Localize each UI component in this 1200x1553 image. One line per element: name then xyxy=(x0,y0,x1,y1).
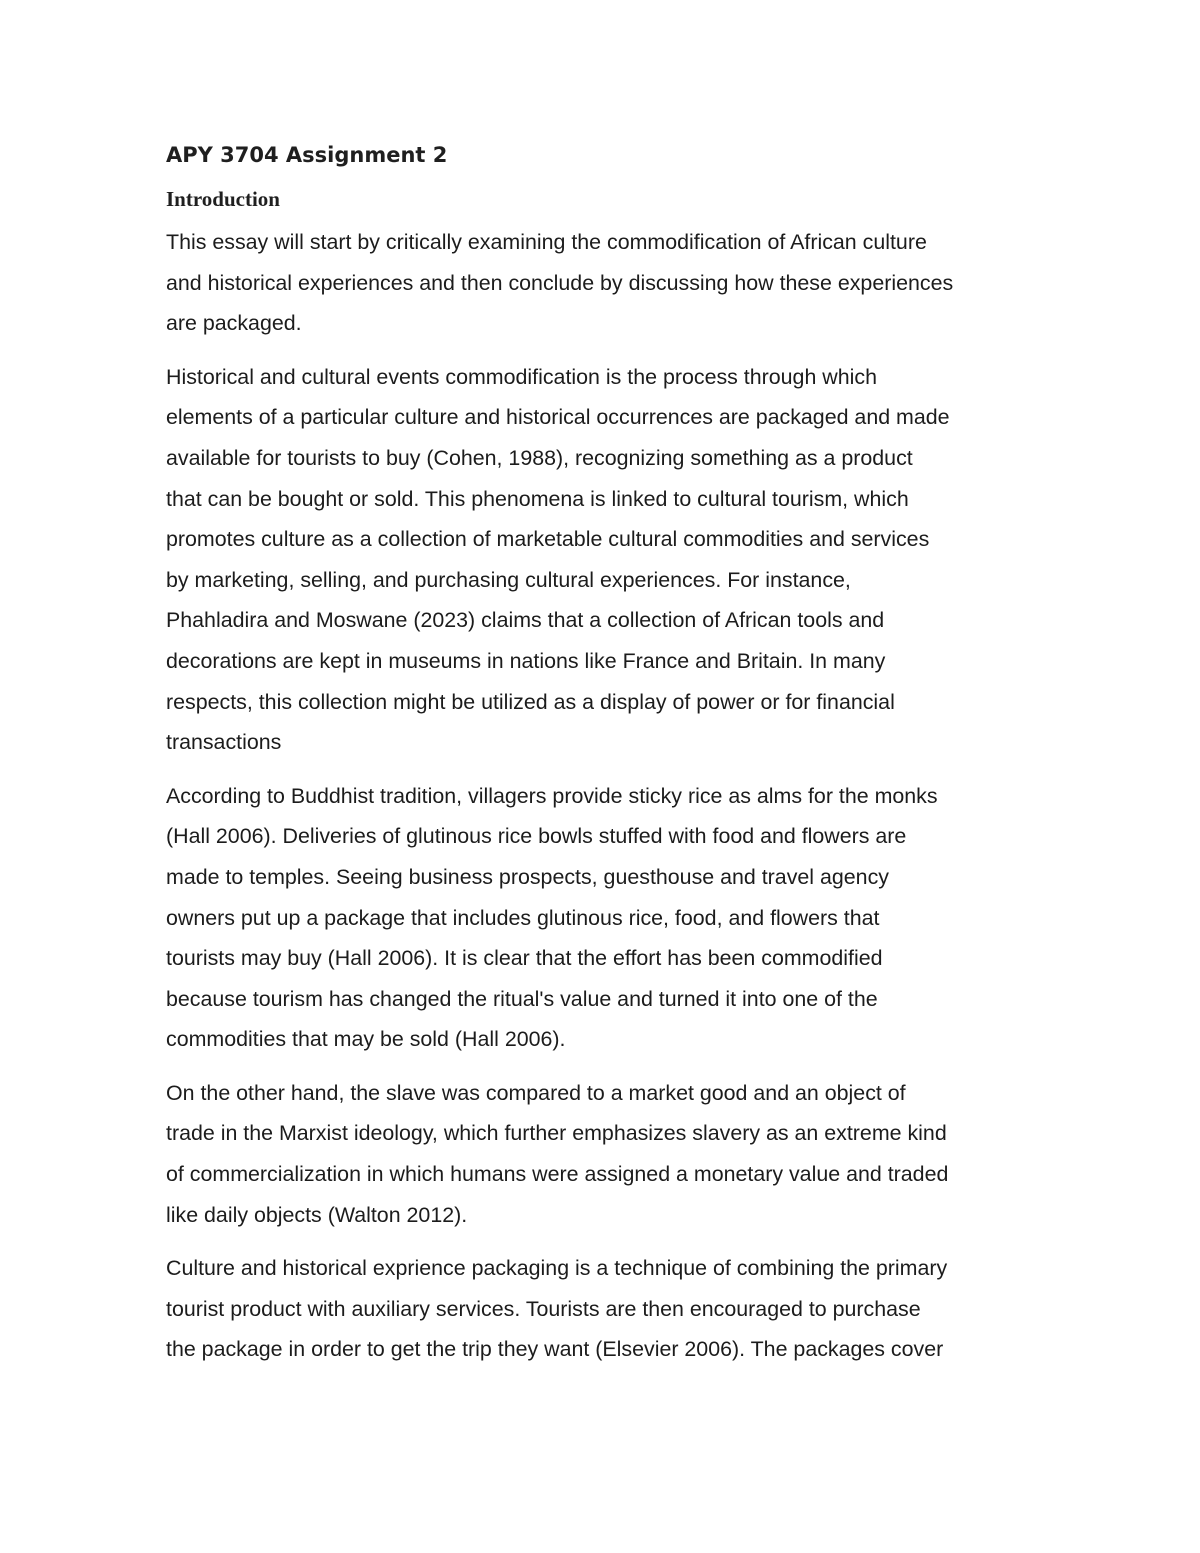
paragraph-1: This essay will start by critically examining the commodification of African culture and historical experiences and then conclude by discussing how these experiences are packaged. xyxy=(166,230,954,336)
document-title: APY 3704 Assignment 2 xyxy=(166,143,448,167)
paragraph-2: Historical and cultural events commodification is the process through which elements of a particular culture and historical occurrences are packaged and made available for tourists to buy (Cohen, 1988), recognizing something as a product that can be bought or sold. This phenomena is linked to cultural tourism, which promotes culture as a collection of marketable cultural commodities and services by marketing, selling, and purchasing cultural experiences. For instance, Phahladira and Moswane (2023) claims that a collection of African tools and decorations are kept in museums in nations like France and Britain. In many respects, this collection might be utilized as a display of power or for financial transactions xyxy=(166,364,950,755)
paragraph-5: Culture and historical exprience packaging is a technique of combining the primary tourist product with auxiliary services. Tourists are then encouraged to purchase the package in order to get the trip they want (Elsevier 2006). The packages cover xyxy=(166,1256,948,1362)
paragraph-4: On the other hand, the slave was compared to a market good and an object of trade in the Marxist ideology, which further emphasizes slavery as an extreme kind of commercialization in which humans were assigned a monetary value and traded like daily objects (Walton 2012). xyxy=(166,1080,949,1227)
document-body xyxy=(166,140,1046,1383)
paragraph-3: According to Buddhist tradition, villagers provide sticky rice as alms for the monks (Hall 2006). Deliveries of glutinous rice bowls stuffed with food and flowers are made to temples. Seeing business prospects, guesthouse and travel agency owners put up a package that includes glutinous rice, food, and flowers that tourists may buy (Hall 2006). It is clear that the effort has been commodified because tourism has changed the ritual's value and turned it into one of the commodities that may be sold (Hall 2006). xyxy=(166,783,938,1052)
section-heading-introduction: Introduction xyxy=(166,187,280,211)
